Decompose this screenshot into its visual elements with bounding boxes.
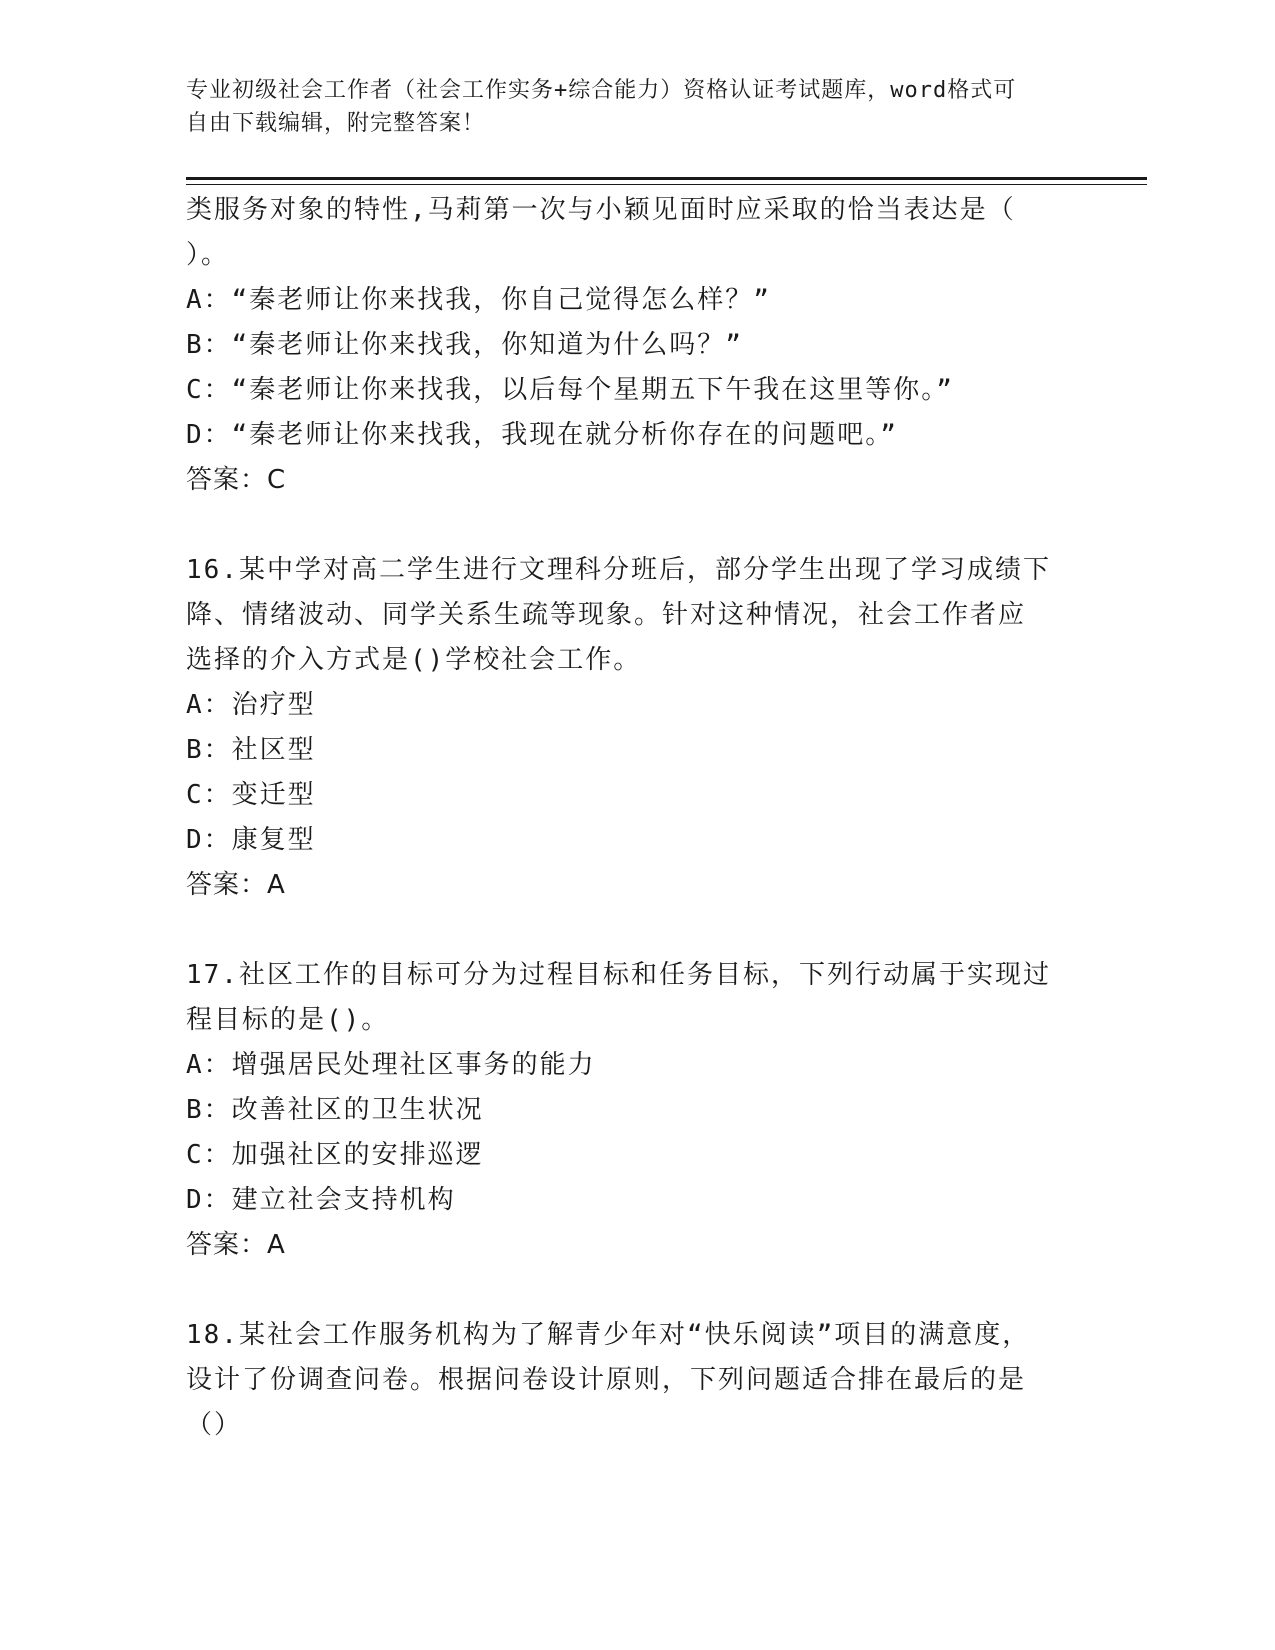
option-b: B：社区型 <box>186 735 316 765</box>
question-stem: 16.某中学对高二学生进行文理科分班后，部分学生出现了学习成绩下 <box>186 555 1051 585</box>
header-line-2: 自由下载编辑，附完整答案！ <box>186 111 486 136</box>
question-stem: 程目标的是()。 <box>186 1005 390 1035</box>
question-16 <box>186 548 1086 908</box>
option-d: D：康复型 <box>186 825 316 855</box>
question-18 <box>186 1313 1086 1448</box>
question-stem: 降、情绪波动、同学关系生疏等现象。针对这种情况，社会工作者应 <box>186 600 1027 630</box>
question-stem: 17.社区工作的目标可分为过程目标和任务目标，下列行动属于实现过 <box>186 960 1051 990</box>
header-rule-thin <box>186 184 1147 185</box>
option-a: A：增强居民处理社区事务的能力 <box>186 1050 596 1080</box>
question-stem: 设计了份调查问卷。根据问卷设计原则，下列问题适合排在最后的是 <box>186 1365 1027 1395</box>
question-stem: 选择的介入方式是()学校社会工作。 <box>186 645 642 675</box>
option-d: D：“秦老师让你来找我，我现在就分析你存在的问题吧。” <box>186 420 898 450</box>
question-stem: （） <box>186 1410 243 1440</box>
option-a: A：“秦老师让你来找我，你自己觉得怎么样？” <box>186 285 771 315</box>
question-stem: 类服务对象的特性,马莉第一次与小颖见面时应采取的恰当表达是（ <box>186 195 1016 225</box>
option-d: D：建立社会支持机构 <box>186 1185 456 1215</box>
question-list <box>186 188 1086 1448</box>
answer: 答案：C <box>186 465 287 495</box>
option-c: C：加强社区的安排巡逻 <box>186 1140 484 1170</box>
answer: 答案：A <box>186 870 286 900</box>
option-b: B：“秦老师让你来找我，你知道为什么吗？” <box>186 330 743 360</box>
spacer <box>186 503 1086 548</box>
option-a: A：治疗型 <box>186 690 316 720</box>
question-stem: 18.某社会工作服务机构为了解青少年对“快乐阅读”项目的满意度， <box>186 1320 1031 1350</box>
question-17 <box>186 953 1086 1268</box>
header-rule-thick <box>186 177 1147 180</box>
answer: 答案：A <box>186 1230 286 1260</box>
spacer <box>186 908 1086 953</box>
document-header <box>186 74 1066 140</box>
option-c: C：“秦老师让你来找我，以后每个星期五下午我在这里等你。” <box>186 375 954 405</box>
spacer <box>186 1268 1086 1313</box>
question-15 <box>186 188 1086 503</box>
header-line-1: 专业初级社会工作者（社会工作实务+综合能力）资格认证考试题库，word格式可 <box>186 78 1017 103</box>
option-b: B：改善社区的卫生状况 <box>186 1095 484 1125</box>
question-stem: ）。 <box>186 240 230 270</box>
option-c: C：变迁型 <box>186 780 316 810</box>
